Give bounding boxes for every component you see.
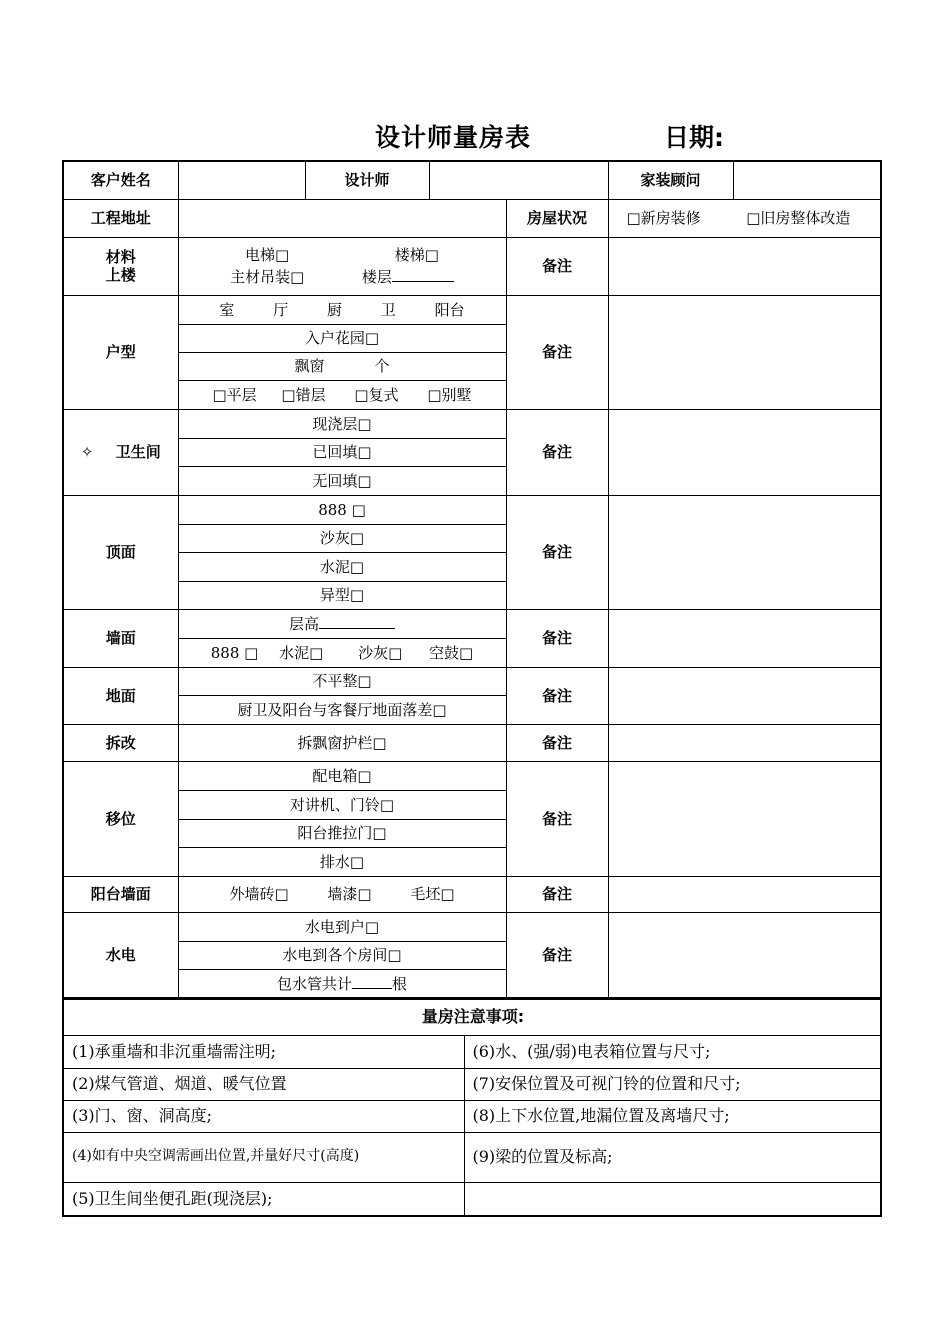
note-item: (3)门、窗、洞高度; <box>63 1100 464 1132</box>
note-item: (5)卫生间坐便孔距(现浇层); <box>63 1182 464 1216</box>
remark-label: 备注 <box>506 295 608 409</box>
remark-field[interactable] <box>608 409 881 495</box>
wall-sand-checkbox[interactable]: 沙灰□ <box>358 643 403 662</box>
wall-label: 墙面 <box>63 609 178 667</box>
rough-checkbox[interactable]: 毛坯□ <box>410 885 455 903</box>
rooms-bath: 卫 <box>380 300 396 319</box>
ceiling-cement-checkbox[interactable]: 水泥□ <box>178 552 506 581</box>
wall-height-prefix: 层高 <box>288 615 319 633</box>
designer-field[interactable] <box>429 161 608 199</box>
main-lift-checkbox[interactable]: 主材吊装□ <box>230 268 305 286</box>
ceiling-label: 顶面 <box>63 495 178 609</box>
bay-window-unit: 个 <box>374 357 390 375</box>
ceiling-sand-checkbox[interactable]: 沙灰□ <box>178 524 506 552</box>
bay-window-label: 飘窗 <box>294 357 325 375</box>
remark-label: 备注 <box>506 876 608 912</box>
note-item: (1)承重墙和非沉重墙需注明; <box>63 1035 464 1068</box>
client-name-label: 客户姓名 <box>63 161 178 199</box>
row-address <box>63 199 881 237</box>
remark-label: 备注 <box>506 912 608 998</box>
row-relocate <box>63 761 881 790</box>
row-floor <box>63 667 881 695</box>
remark-field[interactable] <box>608 609 881 667</box>
bathroom-label: ✧ 卫生间 <box>63 409 178 495</box>
pipe-count-suffix: 根 <box>392 974 408 993</box>
rooms-hall: 厅 <box>273 300 289 319</box>
floor-level-field[interactable] <box>392 267 454 282</box>
rooms-kitchen: 厨 <box>326 300 342 319</box>
consultant-field[interactable] <box>733 161 881 199</box>
remark-label: 备注 <box>506 409 608 495</box>
row-client <box>63 161 881 199</box>
remark-field[interactable] <box>608 761 881 876</box>
elevator-checkbox[interactable]: 电梯□ <box>245 246 290 264</box>
remark-label: 备注 <box>506 495 608 609</box>
rooms-room: 室 <box>219 300 235 319</box>
wall-888-checkbox[interactable]: 888 □ <box>210 643 259 662</box>
notes-table <box>62 998 882 1217</box>
note-item: (2)煤气管道、烟道、暖气位置 <box>63 1068 464 1100</box>
exterior-tile-checkbox[interactable]: 外墙砖□ <box>229 885 289 903</box>
pipe-count-line <box>178 969 506 998</box>
row-layout <box>63 295 881 324</box>
row-balcony-wall <box>63 876 881 912</box>
relocate-panel-checkbox[interactable]: 配电箱□ <box>178 761 506 790</box>
remark-field[interactable] <box>608 295 881 409</box>
floor-level-prefix: 楼层 <box>361 268 392 286</box>
date-label: 日期: <box>664 123 724 152</box>
entry-garden-checkbox[interactable]: 入户花园□ <box>178 324 506 352</box>
materials-label: 材料 上楼 <box>63 237 178 295</box>
remark-label: 备注 <box>506 667 608 724</box>
floor-uneven-checkbox[interactable]: 不平整□ <box>178 667 506 695</box>
rooms-line <box>178 295 506 324</box>
measurement-form <box>62 160 882 999</box>
relocate-sliding-door-checkbox[interactable]: 阳台推拉门□ <box>178 819 506 847</box>
remark-label: 备注 <box>506 724 608 761</box>
row-materials <box>63 237 881 295</box>
villa-checkbox[interactable]: □别墅 <box>427 385 472 404</box>
note-item: (9)梁的位置及标高; <box>464 1132 881 1182</box>
consultant-label: 家装顾问 <box>608 161 733 199</box>
pipe-count-field[interactable] <box>352 974 392 989</box>
note-item: (7)安保位置及可视门铃的位置和尺寸; <box>464 1068 881 1100</box>
plumbing-to-rooms-checkbox[interactable]: 水电到各个房间□ <box>178 941 506 969</box>
remark-field[interactable] <box>608 495 881 609</box>
old-house-checkbox[interactable]: □旧房整体改造 <box>746 209 851 227</box>
row-plumbing <box>63 912 881 941</box>
house-status-options <box>608 199 881 237</box>
note-item: (6)水、(强/弱)电表箱位置与尺寸; <box>464 1035 881 1068</box>
house-status-label: 房屋状况 <box>506 199 608 237</box>
plumbing-to-house-checkbox[interactable]: 水电到户□ <box>178 912 506 941</box>
remark-field[interactable] <box>608 876 881 912</box>
house-type-options <box>178 380 506 409</box>
relocate-intercom-checkbox[interactable]: 对讲机、门铃□ <box>178 790 506 819</box>
plumbing-label: 水电 <box>63 912 178 998</box>
remark-label: 备注 <box>506 609 608 667</box>
bathroom-filled-checkbox[interactable]: 已回填□ <box>178 438 506 466</box>
balcony-wall-options <box>178 876 506 912</box>
note-item: (4)如有中央空调需画出位置,并量好尺寸(高度) <box>63 1132 464 1182</box>
bathroom-unfilled-checkbox[interactable]: 无回填□ <box>178 466 506 495</box>
floor-level-diff-checkbox[interactable]: 厨卫及阳台与客餐厅地面落差□ <box>178 695 506 724</box>
demolish-label: 拆改 <box>63 724 178 761</box>
bathroom-cast-checkbox[interactable]: 现浇层□ <box>178 409 506 438</box>
row-ceiling <box>63 495 881 524</box>
remark-label: 备注 <box>506 761 608 876</box>
wall-cement-checkbox[interactable]: 水泥□ <box>279 643 324 662</box>
note-item: (8)上下水位置,地漏位置及离墙尺寸; <box>464 1100 881 1132</box>
new-house-checkbox[interactable]: □新房装修 <box>626 209 701 227</box>
remark-field[interactable] <box>608 912 881 998</box>
diamond-icon: ✧ <box>80 443 94 461</box>
wall-height-line <box>178 609 506 638</box>
designer-label: 设计师 <box>305 161 429 199</box>
flat-checkbox[interactable]: □平层 <box>212 385 257 404</box>
client-name-field[interactable] <box>178 161 305 199</box>
wall-hollow-checkbox[interactable]: 空鼓□ <box>429 643 474 662</box>
ceiling-888-checkbox[interactable]: 888 □ <box>178 495 506 524</box>
demolish-bay-rail-checkbox[interactable]: 拆飘窗护栏□ <box>178 724 506 761</box>
floor-label: 地面 <box>63 667 178 724</box>
address-label: 工程地址 <box>63 199 178 237</box>
split-level-checkbox[interactable]: □错层 <box>281 385 326 404</box>
note-item <box>464 1182 881 1216</box>
stairs-checkbox[interactable]: 楼梯□ <box>394 246 439 264</box>
relocate-drain-checkbox[interactable]: 排水□ <box>178 847 506 876</box>
rooms-balcony: 阳台 <box>434 300 465 319</box>
ceiling-irregular-checkbox[interactable]: 异型□ <box>178 581 506 609</box>
row-demolish <box>63 724 881 761</box>
wall-paint-checkbox[interactable]: 墙漆□ <box>327 885 372 903</box>
layout-label: 户型 <box>63 295 178 409</box>
pipe-count-prefix: 包水管共计 <box>276 974 352 993</box>
duplex-checkbox[interactable]: □复式 <box>354 385 399 404</box>
address-field[interactable] <box>178 199 506 237</box>
balcony-wall-label: 阳台墙面 <box>63 876 178 912</box>
bay-window-line <box>178 352 506 380</box>
remark-field[interactable] <box>608 724 881 761</box>
page-title: 设计师量房表 <box>375 123 532 152</box>
title-row <box>0 118 950 158</box>
remark-label: 备注 <box>506 237 608 295</box>
remark-field[interactable] <box>608 237 881 295</box>
notes-heading: 量房注意事项: <box>63 999 881 1035</box>
row-bathroom <box>63 409 881 438</box>
row-wall <box>63 609 881 638</box>
materials-options <box>178 237 506 295</box>
remark-field[interactable] <box>608 667 881 724</box>
relocate-label: 移位 <box>63 761 178 876</box>
wall-height-field[interactable] <box>319 614 395 629</box>
wall-options <box>178 638 506 667</box>
